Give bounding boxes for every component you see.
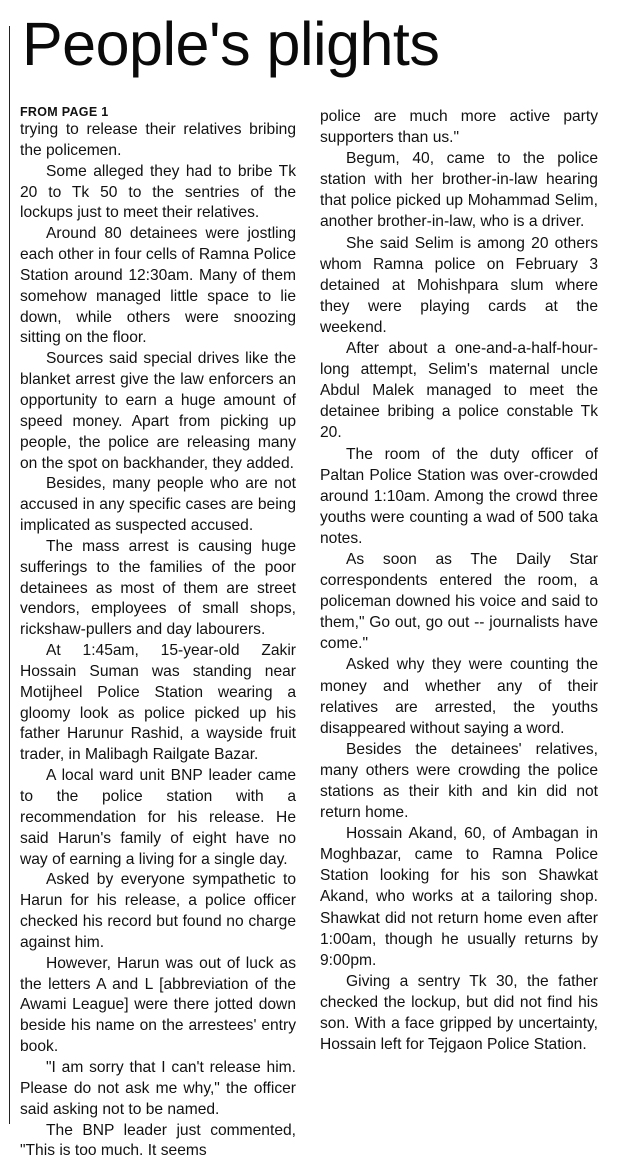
- paragraph: At 1:45am, 15-year-old Zakir Hossain Suman was standing near Motijheel Police Station wearing a gloomy look as police picked up his father Harunur Rashid, a wayside fruit trader, in Malibagh Railgate Bazar.: [20, 641, 296, 766]
- paragraph: The BNP leader just commented, "This is too much. It seems: [20, 1121, 296, 1162]
- paragraph: However, Harun was out of luck as the letters A and L [abbreviation of the Awami League] were there jotted down beside his name on the arrestees' entry book.: [20, 954, 296, 1058]
- paragraph: Giving a sentry Tk 30, the father checked the lockup, but did not find his son. With a face gripped by uncertainty, Hossain left for Tejgaon Police Station.: [320, 971, 598, 1055]
- paragraph: Hossain Akand, 60, of Ambagan in Moghbazar, came to Ramna Police Station looking for his son Shawkat Akand, who works at a tailoring shop. Shawkat did not return home even after 1:00am, though he usually returns by 9:00pm.: [320, 823, 598, 971]
- paragraph: Sources said special drives like the blanket arrest give the law enforcers an opportunity to earn a huge amount of speed money. Apart from picking up people, the police are releasing many on the spot on backhander, they added.: [20, 349, 296, 474]
- column-rule: [9, 26, 10, 1124]
- paragraph: Some alleged they had to bribe Tk 20 to Tk 50 to the sentries of the lockups just to meet their relatives.: [20, 162, 296, 225]
- paragraph: After about a one-and-a-half-hour-long attempt, Selim's maternal uncle Abdul Malek managed to meet the detainee bribing a police constable Tk 20.: [320, 338, 598, 443]
- article-column-left: [20, 104, 296, 1162]
- paragraph: She said Selim is among 20 others whom Ramna police on February 3 detained at Mohishpara slum where they were playing cards at the weekend.: [320, 233, 598, 338]
- paragraph: The room of the duty officer of Paltan Police Station was over-crowded around 1:10am. Among the crowd three youths were counting a wad of 500 taka notes.: [320, 444, 598, 549]
- paragraph: Besides the detainees' relatives, many others were crowding the police stations as their kith and kin did not return home.: [320, 739, 598, 823]
- paragraph: Around 80 detainees were jostling each other in four cells of Ramna Police Station around 12:30am. Many of them somehow managed little space to lie down, while others were snoozing sitting on the floor.: [20, 224, 296, 349]
- paragraph: Asked why they were counting the money and whether any of their relatives are arrested, the youths disappeared without saying a word.: [320, 654, 598, 738]
- article-column-right: [320, 106, 598, 1055]
- jump-label: FROM PAGE 1: [20, 104, 296, 120]
- paragraph: As soon as The Daily Star correspondents entered the room, a policeman downed his voice and said to them," Go out, go out -- journalists have come.": [320, 549, 598, 654]
- paragraph: Besides, many people who are not accused in any specific cases are being implicated as suspected accused.: [20, 474, 296, 537]
- paragraph: Begum, 40, came to the police station with her brother-in-law hearing that police picked up Mohammad Selim, another brother-in-law, who is a driver.: [320, 148, 598, 232]
- paragraph: "I am sorry that I can't release him. Please do not ask me why," the officer said asking not to be named.: [20, 1058, 296, 1121]
- paragraph: police are much more active party supporters than us.": [320, 106, 598, 148]
- paragraph: The mass arrest is causing huge sufferings to the families of the poor detainees as most of them are street vendors, employees of small shops, rickshaw-pullers and day labourers.: [20, 537, 296, 641]
- paragraph: trying to release their relatives bribing the policemen.: [20, 120, 296, 162]
- paragraph: A local ward unit BNP leader came to the police station with a recommendation for his release. He said Harun's family of eight have no way of earning a living for a single day.: [20, 766, 296, 870]
- headline: People's plights: [22, 6, 439, 82]
- paragraph: Asked by everyone sympathetic to Harun for his release, a police officer checked his record but found no charge against him.: [20, 870, 296, 953]
